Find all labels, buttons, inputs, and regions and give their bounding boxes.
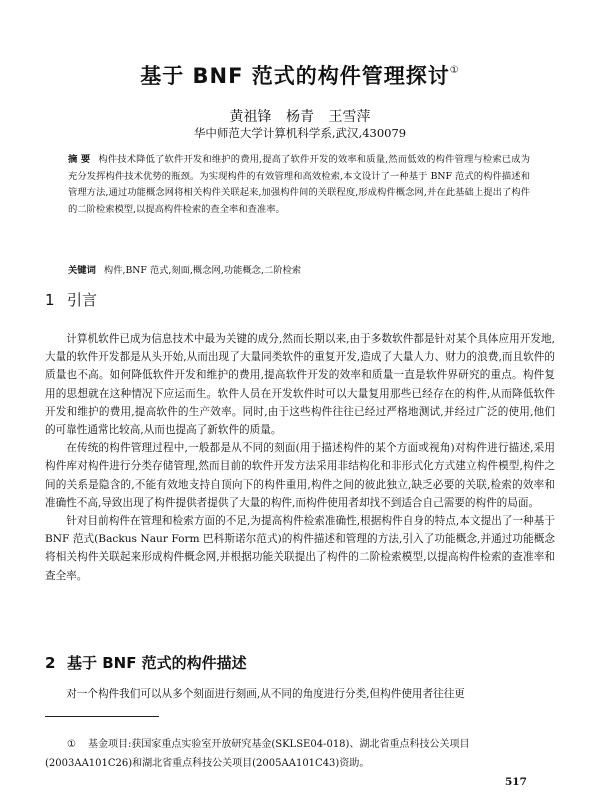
section-title: 引言 [67,291,98,309]
section-number: 1 [45,291,55,309]
paragraph: 计算机软件已成为信息技术中最为关键的成分,然而长期以来,由于多数软件都是针对某个具体应用开发地,大量的软件开发都是从头开始,从而出现了大量同类软件的重复开发,造成了大量人力、财力的浪费,而且软件的质量也不高。如何降低软件开发和维护的费用,提高软件开发的效率和质量一直是软件界研究的重点。构件复用的思想就在这种情况下应运而生。软件人员在开发软件时可以大量复用那些已经存在的构件,从而降低软件开发和维护的费用,提高软件的生产效率。同时,由于这些构件往往已经过严格地测试,并经过广泛的使用,他们的可靠性通常比较高,从而也提高了新软件的质量。 [45,333,555,437]
paper-title [0,60,600,90]
section-heading-introduction [45,289,97,310]
keywords-text: 构件,BNF 范式,刻面,概念网,功能概念,二阶检索 [103,265,302,276]
section-body-introduction [45,330,555,585]
section-title: 基于 BNF 范式的构件描述 [67,654,247,672]
affiliation: 华中师范大学计算机科学系,武汉,430079 [193,126,407,140]
paragraph: 在传统的构件管理过程中,一般都是从不同的刻面(用于描述构件的某个方面或视角)对构件进行描述,采用构件库对构件进行分类存储管理,然而目前的软件开发方法采用非结构化和非形式化方式建立构件模型,构件之间的关系是隐含的,不能有效地支持自顶向下的构件重用,构件之间的彼此独立,缺乏必要的关联,检索的效率和准确性不高,导致出现了构件提供者提供了大量的构件,而构件使用者却找不到适合自己需要的构件的局面。 [45,442,555,509]
section-body-bnf-description [45,685,555,703]
footnote-mark: ① [67,739,76,750]
paragraph: 针对目前构件在管理和检索方面的不足,为提高构件检索准确性,根据构件自身的特点,本文提出了一种基于 BNF 范式(Backus Naur Form 巴科斯诺尔范式)的构件描述和管理的方法,引入了功能概念,并通过功能概念将相关构件关联起来形成构件概念网,并根据功能关联提出了构件的二阶检索模型,以提高构件检索的查准率和查全率。 [45,515,555,582]
abstract-label: 摘 要 [68,154,91,165]
abstract [68,152,530,218]
section-heading-bnf-description [45,652,247,673]
author-list: 黄祖锋 杨青 王雪萍 [229,109,371,125]
title-text: 基于 BNF 范式的构件管理探讨 [140,64,450,88]
footnote-text: 基金项目:获国家重点实验室开放研究基金(SKLSE04-018)、湖北省重点科技公关项目(2003AA101C26)和湖北省重点科技公关项目(2005AA101C43)资助。 [45,739,470,769]
paragraph: 对一个构件我们可以从多个刻面进行刻画,从不同的角度进行分类,但构件使用者往往更 [66,688,465,700]
keywords-label: 关键词 [68,265,96,276]
title-footnote-mark: ① [449,65,460,76]
footnote-divider [45,716,159,717]
abstract-text: 构件技术降低了软件开发和维护的费用,提高了软件开发的效率和质量,然而低效的构件管理与检索已成为充分发挥构件技术优势的瓶颈。为实现构件的有效管理和高效检索,本文设计了一种基于 BNF 范式的构件描述和管理方法,通过功能概念网将相关构件关联起来,加强构件间的关联程度,形成构件概念网,并在此基础上提出了构件的二阶检索模型,以提高构件检索的查全率和查准率。 [68,154,530,215]
page-number: 517 [505,776,527,788]
keywords [68,263,530,279]
footnote [45,735,555,773]
section-number: 2 [45,654,56,672]
